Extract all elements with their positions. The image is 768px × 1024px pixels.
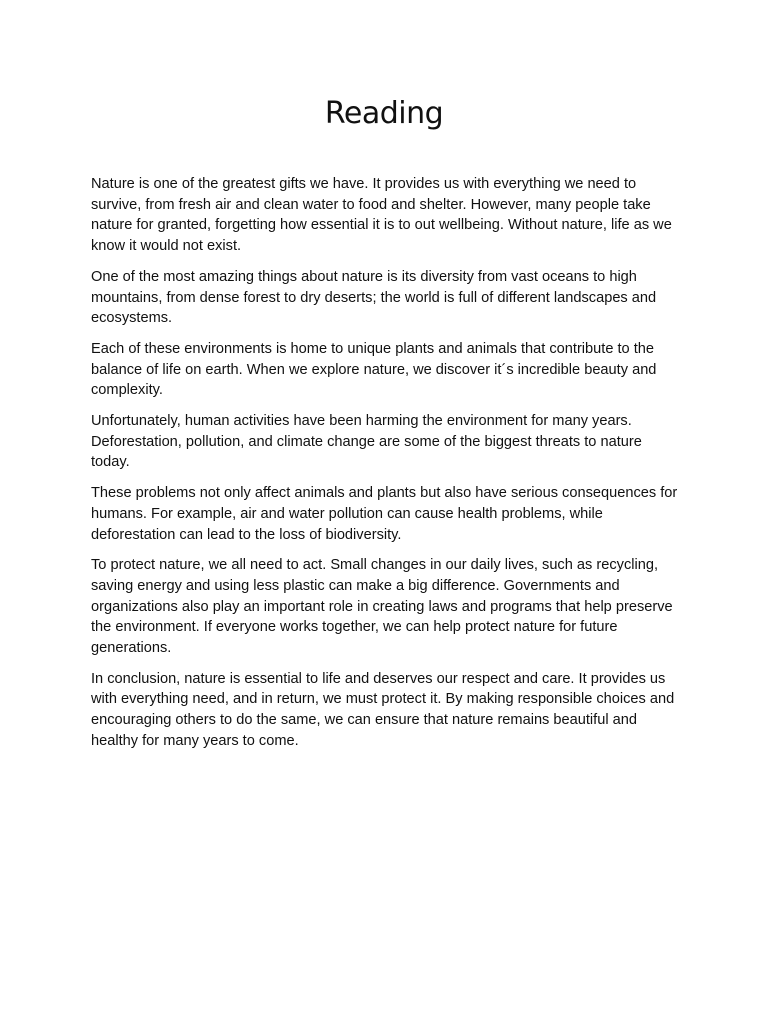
paragraph: In conclusion, nature is essential to life and deserves our respect and care. It provides us with everything need, and in return, we must protect it. By making responsible choices and encouraging others to do the same, we can ensure that nature remains beautiful and healthy for many years to come. [91,670,675,749]
document-body [91,174,681,762]
paragraph: One of the most amazing things about nature is its diversity from vast oceans to high mountains, from dense forest to dry deserts; the world is full of different landscapes and ecosystems. [91,268,657,327]
paragraph: Unfortunately, human activities have been harming the environment for many years. Deforestation, pollution, and climate change are some of the biggest threats to nature today. [91,413,642,471]
paragraph: These problems not only affect animals and plants but also have serious consequences for humans. For example, air and water pollution can cause health problems, while deforestation can lead to the loss of biodiversity. [91,485,678,543]
paragraph: Nature is one of the greatest gifts we have. It provides us with everything we need to survive, from fresh air and clean water to food and shelter. However, many people take nature for granted, forgetting how essential it is to out wellbeing. Without nature, life as we know it would not exist. [91,176,672,255]
paragraph: To protect nature, we all need to act. Small changes in our daily lives, such as recycling, saving energy and using less plastic can make a big difference. Governments and organizations also play an important role in creating laws and programs that help preserve the environment. If everyone works together, we can help protect nature for future generations. [91,557,673,657]
paragraph: Each of these environments is home to unique plants and animals that contribute to the balance of life on earth. When we explore nature, we discover it´s incredible beauty and complexity. [91,340,657,399]
page-title: Reading [324,96,444,131]
